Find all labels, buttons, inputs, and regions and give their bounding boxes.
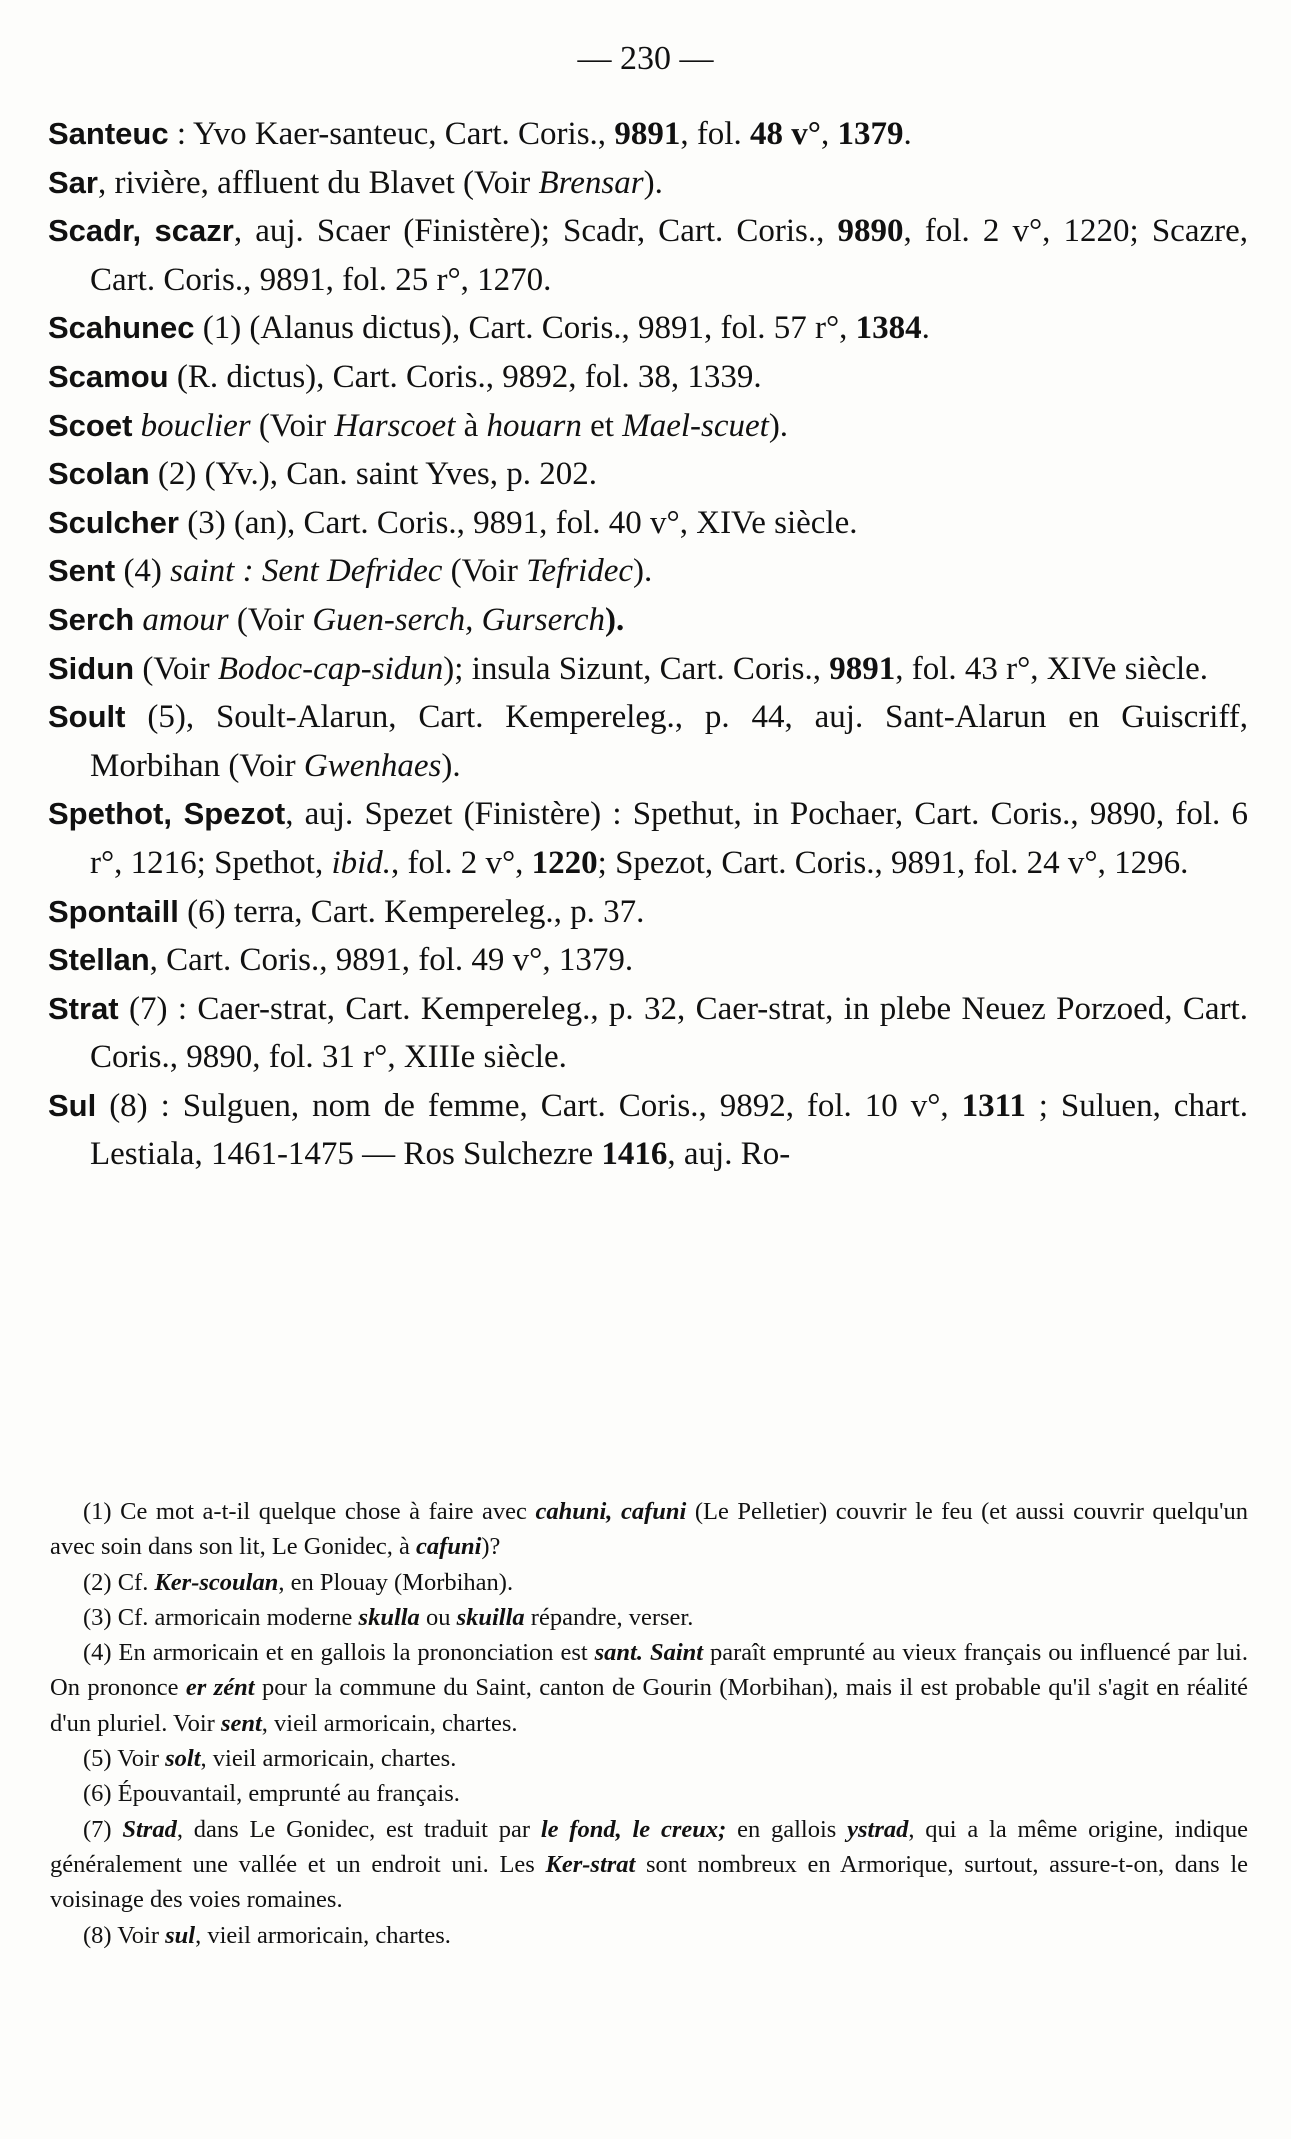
footnote-8: (8) Voir sul, vieil armoricain, chartes. [83,1921,451,1949]
headword: Sculcher [48,504,179,540]
headword: Scahunec [48,310,195,346]
headword: Spontaill [48,893,179,929]
entry-soult: Soult (5), Soult-Alarun, Cart. Kempereleg., p. 44, auj. Sant-Alarun en Guiscriff, Morbihan (Voir Gwenhaes). [48,699,1248,784]
entry-scoet: Scoet bouclier (Voir Harscoet à houarn et Mael-scuet). [48,407,789,444]
headword: Scadr, scazr [48,213,234,249]
headword: Strat [48,990,119,1026]
entry-spethot: Spethot, Spezot, auj. Spezet (Finistère) : Spethut, in Pochaer, Cart. Coris., 9890, fol. 6 r°, 1216; Spethot, ibid., fol. 2 v°, 1220; Spezot, Cart. Coris., 9891, fol. 24 v°, 1296. [48,796,1248,881]
headword: Sent [48,553,116,589]
entry-spontaill: Spontaill (6) terra, Cart. Kempereleg., p. 37. [48,893,645,930]
headword: Sidun [48,650,135,686]
headword: Spethot, Spezot [48,796,286,832]
footnote-5: (5) Voir solt, vieil armoricain, chartes. [83,1745,457,1773]
footnote-3: (3) Cf. armoricain moderne skulla ou skuilla répandre, verser. [83,1603,694,1631]
footnote-2: (2) Cf. Ker-scoulan, en Plouay (Morbihan). [83,1568,514,1596]
footnote-7: (7) Strad, dans Le Gonidec, est traduit par le fond, le creux; en gallois ystrad, qui a la même origine, indique généralement une vallée et un endroit uni. Les Ker-strat sont nombreux en Armorique, surtout, assure-t-on, dans le voisinage des voies romaines. [50,1815,1248,1914]
headword: Stellan [48,942,150,978]
footnote-1: (1) Ce mot a-t-il quelque chose à faire avec cahuni, cafuni (Le Pelletier) couvrir le feu (et aussi couvrir quelqu'un avec soin dans son lit, Le Gonidec, à cafuni)? [50,1498,1248,1561]
entry-sculcher: Sculcher (3) (an), Cart. Coris., 9891, fol. 40 v°, XIVe siècle. [48,504,858,541]
headword: Soult [48,699,126,735]
footnote-4: (4) En armoricain et en gallois la prononciation est sant. Saint paraît emprunté au vieux français ou influencé par lui. On prononce er zént pour la commune du Saint, canton de Gourin (Morbihan), mais il est probable qu'il s'agit en réalité d'un pluriel. Voir sent, vieil armoricain, chartes. [50,1639,1249,1737]
entry-santeuc: Santeuc : Yvo Kaer-santeuc, Cart. Coris., 9891, fol. 48 v°, 1379. [48,116,912,152]
entry-strat: Strat (7) : Caer-strat, Cart. Kempereleg., p. 32, Caer-strat, in plebe Neuez Porzoed, Cart. Coris., 9890, fol. 31 r°, XIIIe siècle. [48,990,1248,1076]
entry-scadr: Scadr, scazr, auj. Scaer (Finistère); Scadr, Cart. Coris., 9890, fol. 2 v°, 1220; Scazre, Cart. Coris., 9891, fol. 25 r°, 1270. [48,213,1248,298]
entry-stellan: Stellan, Cart. Coris., 9891, fol. 49 v°, 1379. [48,942,634,979]
headword: Santeuc [48,116,169,151]
entry-sidun: Sidun (Voir Bodoc-cap-sidun); insula Sizunt, Cart. Coris., 9891, fol. 43 r°, XIVe siècle. [48,650,1209,687]
glossary-entries [48,110,1248,1179]
entry-sul: Sul (8) : Sulguen, nom de femme, Cart. Coris., 9892, fol. 10 v°, 1311 ; Suluen, chart. Lestiala, 1461-1475 — Ros Sulchezre 1416, auj. Ro- [48,1087,1248,1173]
entry-sar: Sar, rivière, affluent du Blavet (Voir Brensar). [48,164,663,201]
entry-scahunec: Scahunec (1) (Alanus dictus), Cart. Coris., 9891, fol. 57 r°, 1384. [48,310,930,347]
headword: Scoet [48,407,133,443]
entry-sent: Sent (4) saint : Sent Defridec (Voir Tefridec). [48,553,653,590]
entry-serch: Serch amour (Voir Guen-serch, Gurserch). [48,601,625,638]
entry-scamou: Scamou (R. dictus), Cart. Coris., 9892, fol. 38, 1339. [48,358,762,395]
entry-scolan: Scolan (2) (Yv.), Can. saint Yves, p. 202. [48,456,598,493]
footnote-6: (6) Épouvantail, emprunté au français. [83,1780,460,1808]
footnotes [50,1494,1248,1953]
page-number: — 230 — [577,40,714,77]
headword: Sul [48,1087,97,1123]
headword: Sar [48,164,98,200]
headword: Scolan [48,456,150,492]
headword: Serch [48,601,135,637]
headword: Scamou [48,358,169,394]
